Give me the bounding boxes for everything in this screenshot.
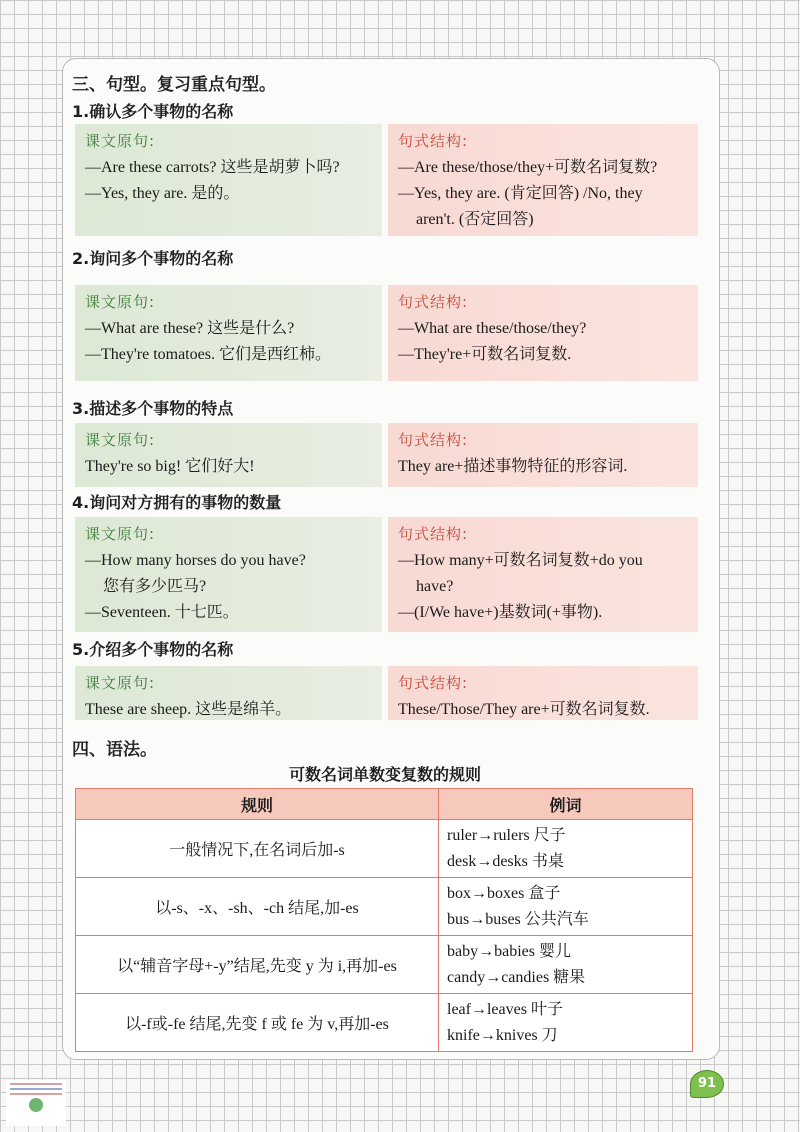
item2-left-line: —What are these? 这些是什么? xyxy=(85,320,295,337)
item3-left-label: 课文原句: xyxy=(85,431,156,449)
example-word: box→boxes 盒子 xyxy=(447,884,561,902)
item4-left-label: 课文原句: xyxy=(85,525,156,543)
stamp-decoration xyxy=(10,1088,62,1090)
item1-heading: 1.确认多个事物的名称 xyxy=(72,102,234,121)
item2-structure-box xyxy=(388,285,698,381)
section4-title: 四、语法。 xyxy=(72,740,157,760)
item4-right-line: have? xyxy=(416,578,454,595)
item2-right-line: —They're+可数名词复数. xyxy=(398,346,572,363)
example-word: baby→babies 婴儿 xyxy=(447,942,571,960)
stamp-decoration xyxy=(10,1093,62,1095)
rule-cell: 一般情况下,在名词后加-s xyxy=(76,820,439,878)
item4-right-label: 句式结构: xyxy=(398,525,469,543)
item3-right-label: 句式结构: xyxy=(398,431,469,449)
table-row xyxy=(76,936,693,994)
table-row xyxy=(76,820,693,878)
item5-structure-box xyxy=(388,666,698,720)
table-title: 可数名词单数变复数的规则 xyxy=(288,765,481,784)
publisher-stamp xyxy=(6,1080,66,1126)
item1-left-line: —Yes, they are. 是的。 xyxy=(85,185,240,202)
item4-heading: 4.询问对方拥有的事物的数量 xyxy=(72,493,282,512)
item4-structure-box xyxy=(388,517,698,632)
item3-structure-box xyxy=(388,423,698,487)
example-word: desk→desks 书桌 xyxy=(447,852,564,870)
item2-left-label: 课文原句: xyxy=(85,293,156,311)
item2-right-line: —What are these/those/they? xyxy=(398,320,587,337)
item1-right-line: —Yes, they are. (肯定回答) /No, they xyxy=(398,185,643,202)
item4-right-line: —(I/We have+)基数词(+事物). xyxy=(398,604,603,621)
item1-right-line: —Are these/those/they+可数名词复数? xyxy=(398,159,658,176)
page-number-badge: 91 xyxy=(690,1070,724,1098)
example-word: bus→buses 公共汽车 xyxy=(447,910,589,928)
item4-text-box xyxy=(75,517,382,632)
item5-right-label: 句式结构: xyxy=(398,674,469,692)
item1-right-line: aren't. (否定回答) xyxy=(416,211,534,228)
item1-text-box xyxy=(75,124,382,236)
stamp-logo-icon xyxy=(29,1098,43,1112)
item3-right-line: They are+描述事物特征的形容词. xyxy=(398,458,628,475)
example-cell xyxy=(439,994,693,1052)
item3-heading: 3.描述多个事物的特点 xyxy=(72,399,234,418)
example-cell xyxy=(439,820,693,878)
example-word: candy→candies 糖果 xyxy=(447,968,586,986)
section3-title: 三、句型。复习重点句型。 xyxy=(72,75,276,95)
item4-left-line: —How many horses do you have? xyxy=(85,552,306,569)
item5-left-line: These are sheep. 这些是绵羊。 xyxy=(85,701,292,718)
rule-cell: 以-s、-x、-sh、-ch 结尾,加-es xyxy=(76,878,439,936)
example-cell xyxy=(439,878,693,936)
item1-left-label: 课文原句: xyxy=(85,132,156,150)
item4-right-line: —How many+可数名词复数+do you xyxy=(398,552,643,569)
example-word: ruler→rulers 尺子 xyxy=(447,826,566,844)
table-header-row xyxy=(76,789,693,820)
example-word: knife→knives 刀 xyxy=(447,1026,558,1044)
item2-text-box xyxy=(75,285,382,381)
item2-heading: 2.询问多个事物的名称 xyxy=(72,249,234,268)
item3-text-box xyxy=(75,423,382,487)
item5-text-box xyxy=(75,666,382,720)
rule-cell: 以-f或-fe 结尾,先变 f 或 fe 为 v,再加-es xyxy=(76,994,439,1052)
stamp-decoration xyxy=(10,1083,62,1085)
item1-left-line: —Are these carrots? 这些是胡萝卜吗? xyxy=(85,159,340,176)
item4-left-line: 您有多少匹马? xyxy=(103,578,207,595)
item2-right-label: 句式结构: xyxy=(398,293,469,311)
item5-left-label: 课文原句: xyxy=(85,674,156,692)
plural-rules-table xyxy=(75,788,693,1052)
table-row xyxy=(76,878,693,936)
item5-heading: 5.介绍多个事物的名称 xyxy=(72,640,234,659)
item4-left-line: —Seventeen. 十七匹。 xyxy=(85,604,239,621)
table-row xyxy=(76,994,693,1052)
item3-left-line: They're so big! 它们好大! xyxy=(85,458,255,475)
item1-right-label: 句式结构: xyxy=(398,132,469,150)
table-header-example: 例词 xyxy=(439,789,693,820)
example-cell xyxy=(439,936,693,994)
item1-structure-box xyxy=(388,124,698,236)
example-word: leaf→leaves 叶子 xyxy=(447,1000,563,1018)
item5-right-line: These/Those/They are+可数名词复数. xyxy=(398,701,650,718)
item2-left-line: —They're tomatoes. 它们是西红柿。 xyxy=(85,346,331,363)
table-header-rule: 规则 xyxy=(76,789,439,820)
rule-cell: 以“辅音字母+-y”结尾,先变 y 为 i,再加-es xyxy=(76,936,439,994)
